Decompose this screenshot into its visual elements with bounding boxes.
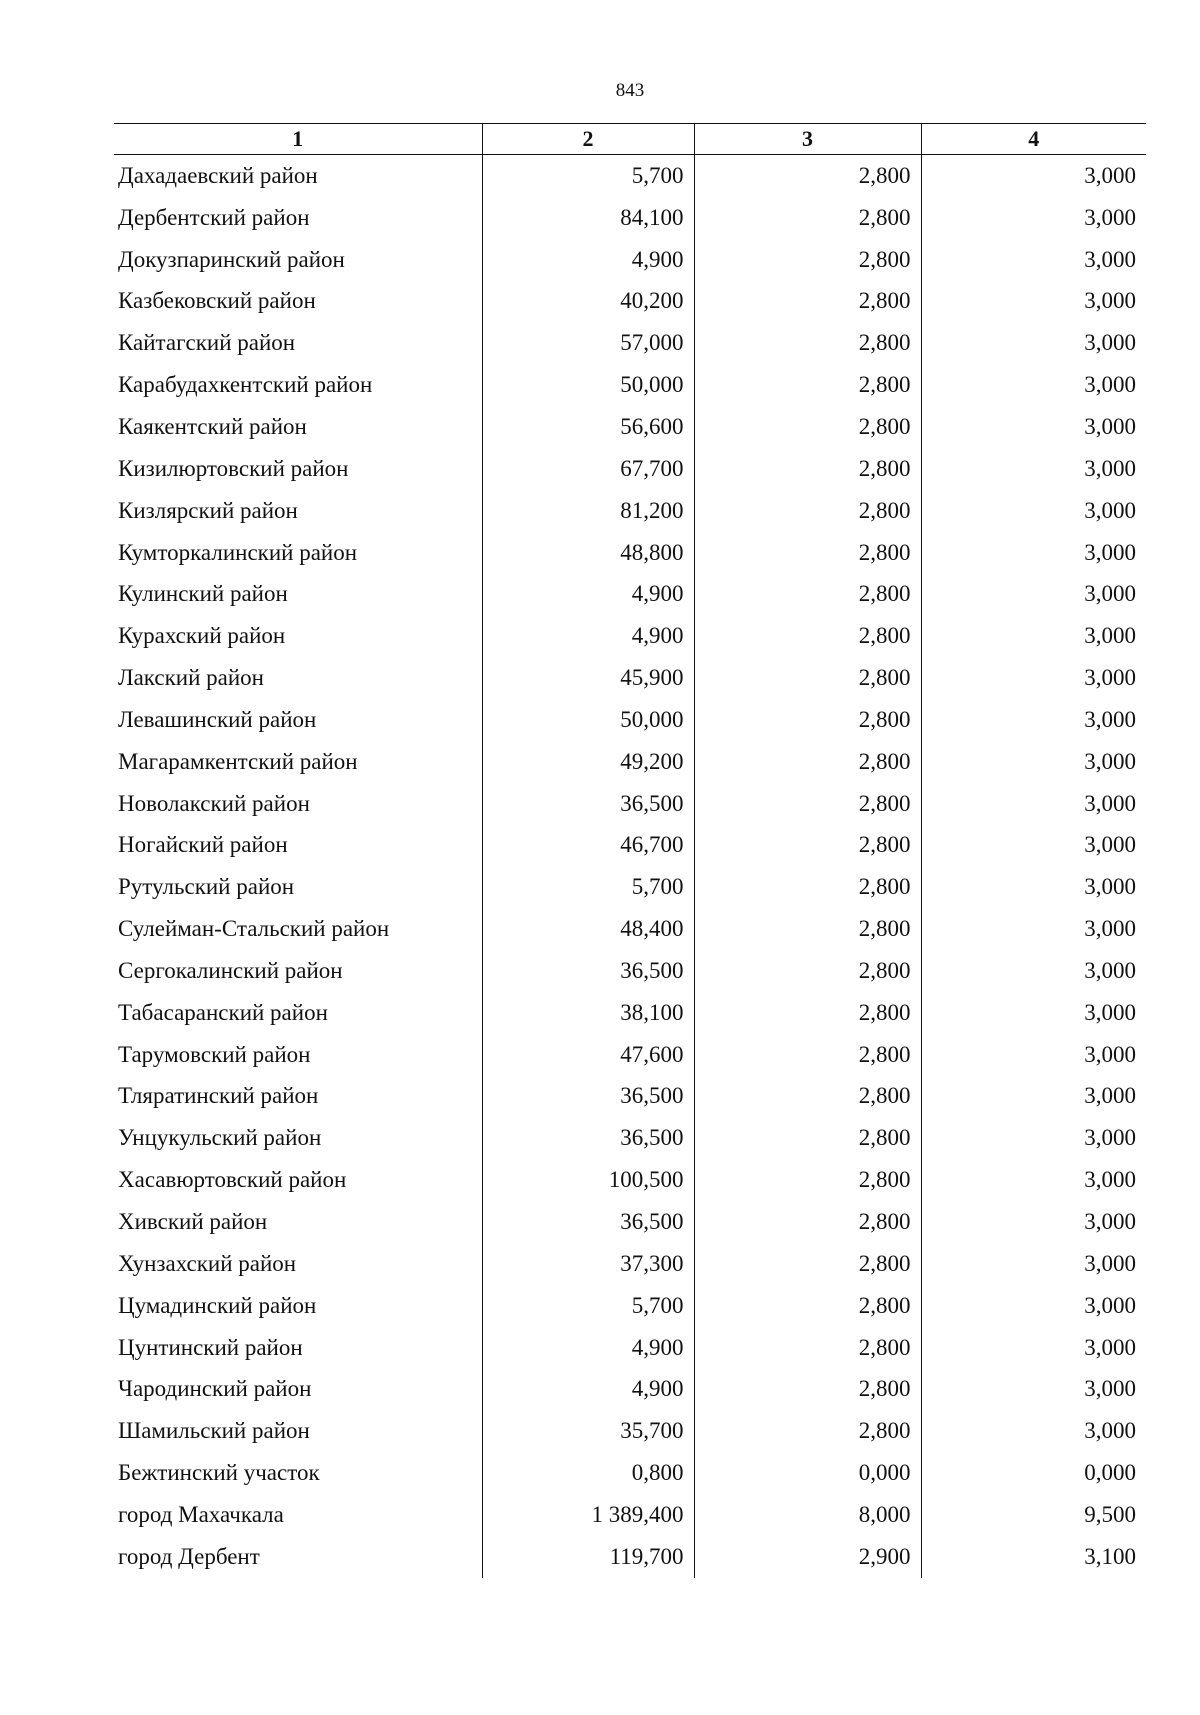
district-name-cell: Тарумовский район xyxy=(118,1041,311,1067)
district-name-cell: Кайтагский район xyxy=(118,330,296,356)
district-name-cell: Сулейман-Стальский район xyxy=(118,916,390,942)
value-col-4-cell: 3,000 xyxy=(921,406,1146,448)
value-col-4-cell: 3,000 xyxy=(921,197,1146,239)
value-col-3-cell: 2,800 xyxy=(694,448,921,490)
district-name-cell: Цумадинский район xyxy=(118,1292,317,1318)
value-col-4-cell: 3,000 xyxy=(921,1243,1146,1285)
table-row xyxy=(114,615,1146,657)
district-name-cell: Хунзахский район xyxy=(118,1250,297,1276)
value-col-4-cell: 3,000 xyxy=(921,615,1146,657)
district-name-cell: Шамильский район xyxy=(118,1418,310,1444)
district-name-cell: Хасавюртовский район xyxy=(118,1167,347,1193)
district-name-cell: Сергокалинский район xyxy=(118,957,343,983)
value-col-4-cell: 3,000 xyxy=(921,825,1146,867)
value-col-4-cell: 3,000 xyxy=(921,1117,1146,1159)
district-name-cell: Лакский район xyxy=(118,665,264,691)
district-name-cell: Табасаранский район xyxy=(118,999,328,1025)
value-col-3-cell: 2,800 xyxy=(694,573,921,615)
value-col-3-cell: 2,800 xyxy=(694,783,921,825)
table-row xyxy=(114,1076,1146,1118)
value-col-3-cell: 2,800 xyxy=(694,197,921,239)
value-col-4-cell: 3,000 xyxy=(921,992,1146,1034)
district-name-cell: Тляратинский район xyxy=(118,1083,319,1109)
value-col-4-cell: 3,000 xyxy=(921,1076,1146,1118)
value-col-4-cell: 3,000 xyxy=(921,490,1146,532)
table-row xyxy=(114,1034,1146,1076)
district-name-cell: Кулинский район xyxy=(118,581,288,607)
value-col-2-cell: 36,500 xyxy=(482,950,694,992)
value-col-4-cell: 3,000 xyxy=(921,1201,1146,1243)
page-number: 843 xyxy=(615,80,645,101)
column-header-3: 3 xyxy=(694,124,921,155)
table-row xyxy=(114,866,1146,908)
value-col-4-cell: 3,100 xyxy=(921,1536,1146,1578)
value-col-2-cell: 48,400 xyxy=(482,908,694,950)
value-col-2-cell: 4,900 xyxy=(482,573,694,615)
value-col-3-cell: 2,800 xyxy=(694,908,921,950)
table-row xyxy=(114,448,1146,490)
value-col-2-cell: 84,100 xyxy=(482,197,694,239)
column-header-2: 2 xyxy=(482,124,694,155)
value-col-4-cell: 0,000 xyxy=(921,1452,1146,1494)
value-col-3-cell: 2,800 xyxy=(694,1159,921,1201)
table-row xyxy=(114,783,1146,825)
district-name-cell: Курахский район xyxy=(118,623,286,649)
table-row xyxy=(114,1536,1146,1578)
value-col-2-cell: 49,200 xyxy=(482,741,694,783)
table-row xyxy=(114,657,1146,699)
value-col-2-cell: 0,800 xyxy=(482,1452,694,1494)
value-col-4-cell: 3,000 xyxy=(921,950,1146,992)
value-col-2-cell: 4,900 xyxy=(482,1327,694,1369)
table-row xyxy=(114,908,1146,950)
table-row xyxy=(114,992,1146,1034)
district-name-cell: Новолакский район xyxy=(118,790,310,816)
district-name-cell: Рутульский район xyxy=(118,874,295,900)
value-col-3-cell: 2,800 xyxy=(694,1076,921,1118)
value-col-4-cell: 3,000 xyxy=(921,1034,1146,1076)
value-col-2-cell: 46,700 xyxy=(482,825,694,867)
value-col-3-cell: 2,800 xyxy=(694,699,921,741)
value-col-4-cell: 3,000 xyxy=(921,1410,1146,1452)
value-col-3-cell: 2,900 xyxy=(694,1536,921,1578)
value-col-3-cell: 2,800 xyxy=(694,741,921,783)
value-col-4-cell: 3,000 xyxy=(921,532,1146,574)
column-header-4: 4 xyxy=(921,124,1146,155)
value-col-2-cell: 50,000 xyxy=(482,364,694,406)
value-col-2-cell: 81,200 xyxy=(482,490,694,532)
table-row xyxy=(114,741,1146,783)
district-name-cell: Чародинский район xyxy=(118,1376,312,1402)
district-name-cell: Каякентский район xyxy=(118,413,307,439)
value-col-2-cell: 100,500 xyxy=(482,1159,694,1201)
district-name-cell: Карабудахкентский район xyxy=(118,372,373,398)
value-col-3-cell: 2,800 xyxy=(694,1034,921,1076)
value-col-2-cell: 36,500 xyxy=(482,1117,694,1159)
value-col-4-cell: 3,000 xyxy=(921,741,1146,783)
value-col-3-cell: 2,800 xyxy=(694,490,921,532)
value-col-4-cell: 3,000 xyxy=(921,573,1146,615)
district-name-cell: Бежтинский участок xyxy=(118,1460,320,1486)
value-col-2-cell: 4,900 xyxy=(482,615,694,657)
value-col-4-cell: 9,500 xyxy=(921,1494,1146,1536)
value-col-3-cell: 2,800 xyxy=(694,1410,921,1452)
table-row xyxy=(114,573,1146,615)
value-col-3-cell: 2,800 xyxy=(694,1201,921,1243)
value-col-2-cell: 36,500 xyxy=(482,783,694,825)
value-col-3-cell: 2,800 xyxy=(694,1243,921,1285)
value-col-2-cell: 1 389,400 xyxy=(482,1494,694,1536)
district-name-cell: Ногайский район xyxy=(118,832,288,858)
value-col-3-cell: 2,800 xyxy=(694,155,921,197)
value-col-2-cell: 47,600 xyxy=(482,1034,694,1076)
value-col-3-cell: 2,800 xyxy=(694,239,921,281)
table-row xyxy=(114,1117,1146,1159)
value-col-3-cell: 8,000 xyxy=(694,1494,921,1536)
value-col-3-cell: 2,800 xyxy=(694,950,921,992)
value-col-2-cell: 5,700 xyxy=(482,866,694,908)
table-row xyxy=(114,281,1146,323)
value-col-4-cell: 3,000 xyxy=(921,783,1146,825)
table-header xyxy=(114,124,1146,155)
value-col-2-cell: 38,100 xyxy=(482,992,694,1034)
table-row xyxy=(114,364,1146,406)
value-col-3-cell: 2,800 xyxy=(694,1285,921,1327)
table-row xyxy=(114,1494,1146,1536)
value-col-3-cell: 2,800 xyxy=(694,866,921,908)
value-col-3-cell: 2,800 xyxy=(694,532,921,574)
value-col-3-cell: 2,800 xyxy=(694,322,921,364)
district-name-cell: город Дербент xyxy=(118,1543,260,1569)
value-col-3-cell: 2,800 xyxy=(694,406,921,448)
value-col-2-cell: 48,800 xyxy=(482,532,694,574)
value-col-4-cell: 3,000 xyxy=(921,908,1146,950)
value-col-2-cell: 4,900 xyxy=(482,1368,694,1410)
value-col-4-cell: 3,000 xyxy=(921,866,1146,908)
table-row xyxy=(114,1327,1146,1369)
table-row xyxy=(114,1243,1146,1285)
value-col-2-cell: 36,500 xyxy=(482,1201,694,1243)
value-col-3-cell: 2,800 xyxy=(694,992,921,1034)
district-name-cell: Кумторкалинский район xyxy=(118,539,358,565)
value-col-2-cell: 67,700 xyxy=(482,448,694,490)
district-name-cell: Докузпаринский район xyxy=(118,246,345,272)
table-row xyxy=(114,1201,1146,1243)
table-row xyxy=(114,490,1146,532)
table-row xyxy=(114,1159,1146,1201)
district-name-cell: Цунтинский район xyxy=(118,1334,303,1360)
table-row xyxy=(114,532,1146,574)
value-col-4-cell: 3,000 xyxy=(921,1285,1146,1327)
value-col-2-cell: 56,600 xyxy=(482,406,694,448)
value-col-4-cell: 3,000 xyxy=(921,322,1146,364)
district-name-cell: Унцукульский район xyxy=(118,1125,322,1151)
value-col-2-cell: 57,000 xyxy=(482,322,694,364)
value-col-2-cell: 36,500 xyxy=(482,1076,694,1118)
value-col-2-cell: 5,700 xyxy=(482,1285,694,1327)
value-col-2-cell: 5,700 xyxy=(482,155,694,197)
table-row xyxy=(114,699,1146,741)
table-row xyxy=(114,1368,1146,1410)
table-row xyxy=(114,1285,1146,1327)
value-col-2-cell: 119,700 xyxy=(482,1536,694,1578)
table-row xyxy=(114,1452,1146,1494)
value-col-3-cell: 2,800 xyxy=(694,825,921,867)
district-name-cell: Кизилюртовский район xyxy=(118,455,349,481)
value-col-3-cell: 0,000 xyxy=(694,1452,921,1494)
value-col-4-cell: 3,000 xyxy=(921,699,1146,741)
table-row xyxy=(114,239,1146,281)
header-row xyxy=(114,124,1146,155)
data-table xyxy=(114,123,1146,1578)
district-name-cell: город Махачкала xyxy=(118,1501,284,1527)
table-row xyxy=(114,406,1146,448)
value-col-3-cell: 2,800 xyxy=(694,1117,921,1159)
value-col-2-cell: 50,000 xyxy=(482,699,694,741)
table-row xyxy=(114,322,1146,364)
value-col-3-cell: 2,800 xyxy=(694,657,921,699)
value-col-3-cell: 2,800 xyxy=(694,615,921,657)
value-col-3-cell: 2,800 xyxy=(694,1327,921,1369)
table-row xyxy=(114,825,1146,867)
district-name-cell: Кизлярский район xyxy=(118,497,298,523)
table-row xyxy=(114,197,1146,239)
value-col-4-cell: 3,000 xyxy=(921,364,1146,406)
value-col-2-cell: 4,900 xyxy=(482,239,694,281)
value-col-2-cell: 37,300 xyxy=(482,1243,694,1285)
value-col-4-cell: 3,000 xyxy=(921,657,1146,699)
value-col-4-cell: 3,000 xyxy=(921,155,1146,197)
district-name-cell: Магарамкентский район xyxy=(118,748,358,774)
district-name-cell: Левашинский район xyxy=(118,706,317,732)
district-name-cell: Хивский район xyxy=(118,1209,268,1235)
table-row xyxy=(114,1410,1146,1452)
value-col-4-cell: 3,000 xyxy=(921,1327,1146,1369)
table-row xyxy=(114,155,1146,197)
value-col-4-cell: 3,000 xyxy=(921,1159,1146,1201)
district-name-cell: Дербентский район xyxy=(118,204,310,230)
value-col-3-cell: 2,800 xyxy=(694,281,921,323)
value-col-3-cell: 2,800 xyxy=(694,364,921,406)
value-col-4-cell: 3,000 xyxy=(921,1368,1146,1410)
value-col-2-cell: 40,200 xyxy=(482,281,694,323)
value-col-4-cell: 3,000 xyxy=(921,239,1146,281)
value-col-4-cell: 3,000 xyxy=(921,281,1146,323)
district-name-cell: Казбековский район xyxy=(118,288,316,314)
table-body xyxy=(114,155,1146,1578)
value-col-2-cell: 45,900 xyxy=(482,657,694,699)
table-row xyxy=(114,950,1146,992)
column-header-1: 1 xyxy=(114,124,482,155)
value-col-2-cell: 35,700 xyxy=(482,1410,694,1452)
value-col-4-cell: 3,000 xyxy=(921,448,1146,490)
district-name-cell: Дахадаевский район xyxy=(118,162,318,188)
value-col-3-cell: 2,800 xyxy=(694,1368,921,1410)
